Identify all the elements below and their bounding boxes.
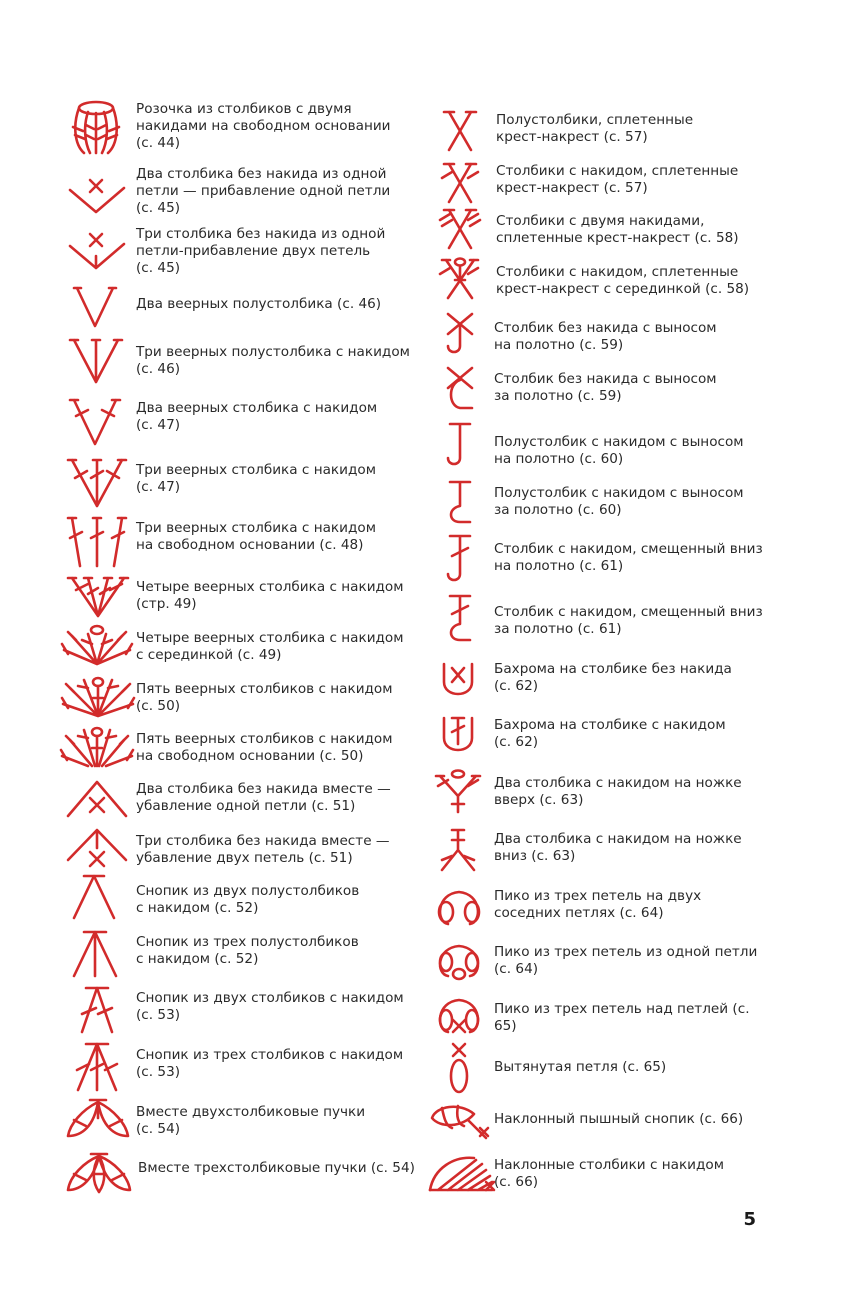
legend-text: Пико из трех петель из одной петли (с. 64) [494,944,758,977]
legend-text: Наклонный пышный снопик (с. 66) [494,1111,744,1127]
crossed-dc-icon [440,160,480,206]
three-dc-puff-icon [64,1150,134,1196]
legend-text: Три веерных полустолбика с накидом (с. 46) [136,344,410,377]
fpdc-low-icon [442,532,476,586]
legend-text: Два столбика с накидом на ножке вниз (с. 63) [494,831,742,864]
crossed-dc-center-icon [438,256,482,302]
four-dc-fan-center-icon [60,624,134,668]
legend-text: Наклонные столбики с накидом (с. 66) [494,1157,724,1190]
dc2-cluster-icon [76,984,118,1036]
legend-text: Три веерных столбика с накидом (с. 47) [136,462,376,495]
legend-text: Розочка из столбиков с двумя накидами на свободном основании (с. 44) [136,101,391,151]
picot-over-loop-icon [434,994,484,1038]
legend-text: Столбики с накидом, сплетенные крест-накрест (с. 57) [496,163,739,196]
crossed-tr-icon [438,206,482,252]
legend-text: Столбик с накидом, смещенный вниз за полотно (с. 61) [494,604,763,637]
four-dc-fan-icon [64,574,132,620]
legend-text: Три веерных столбика с накидом на свободном основании (с. 48) [136,520,376,553]
slanted-puff-icon [428,1098,492,1144]
legend-text: Столбики с накидом, сплетенные крест-накрест с серединкой (с. 58) [496,264,750,297]
legend-text: Бахрома на столбике с накидом (с. 62) [494,717,726,750]
sc3tog-icon [66,826,128,870]
legend-text: Полустолбик с накидом с выносом на полотно (с. 60) [494,434,744,467]
hdc2-cluster-icon [70,872,118,922]
fphdc-icon [442,420,476,470]
legend-text: Бахрома на столбике без накида (с. 62) [494,661,732,694]
bphdc-icon [442,478,476,528]
legend-text: Четыре веерных столбика с накидом с серединкой (с. 49) [136,630,404,663]
five-dc-fan-free-base-icon [58,726,136,770]
picot-one-loop-icon [434,940,484,982]
rose-puff-icon [68,99,124,157]
legend-text: Снопик из трех полустолбиков с накидом (с. 52) [136,934,359,967]
legend-text: Снопик из двух полустолбиков с накидом (с. 52) [136,883,360,916]
legend-text: Два веерных столбика с накидом (с. 47) [136,400,378,433]
fringe-dc-icon [440,714,476,756]
sc-increase-two-icon [68,230,128,272]
dc-stem-up-icon [432,768,484,816]
three-hdc-fan-icon [68,336,124,386]
legend-text: Три столбика без накида из одной петли-прибавление двух петель (с. 45) [136,226,386,276]
legend-text: Четыре веерных столбика с накидом (стр. 49) [136,579,404,612]
legend-text: Полустолбик с накидом с выносом за полотно (с. 60) [494,485,744,518]
legend-text: Столбик без накида с выносом на полотно (с. 59) [494,320,717,353]
legend-text: Два столбика без накида из одной петли — прибавление одной петли (с. 45) [136,166,391,216]
page-number: 5 [743,1209,756,1230]
three-dc-fan-icon [66,456,128,510]
legend-text: Три столбика без накида вместе — убавление двух петель (с. 51) [136,833,390,866]
three-dc-fan-free-base-icon [66,514,130,570]
dc-stem-down-icon [436,826,480,874]
legend-text: Вместе двухстолбиковые пучки (с. 54) [136,1104,366,1137]
picot-two-loops-icon [434,886,484,928]
dc3-cluster-icon [72,1040,122,1094]
elongated-loop-icon [444,1040,474,1096]
hdc3-cluster-icon [70,928,120,980]
two-dc-fan-icon [68,396,122,448]
legend-text: Пико из трех петель на двух соседних петлях (с. 64) [494,888,702,921]
crossed-hdc-icon [440,108,480,154]
legend-text: Вместе трехстолбиковые пучки (с. 54) [138,1160,415,1176]
legend-text: Столбик с накидом, смещенный вниз на полотно (с. 61) [494,541,763,574]
fringe-sc-icon [440,660,476,700]
legend-text: Столбик без накида с выносом за полотно (с. 59) [494,371,717,404]
two-hdc-fan-icon [72,284,118,330]
legend-text: Столбики с двумя накидами, сплетенные крест-накрест (с. 58) [496,213,739,246]
five-dc-fan-icon [60,676,136,720]
sc-increase-one-icon [68,176,128,216]
fpsc-icon [442,310,478,358]
legend-text: Полустолбики, сплетенные крест-накрест (с. 57) [496,112,694,145]
legend-text: Пико из трех петель над петлей (с. 65) [494,1001,750,1034]
legend-text: Пять веерных столбиков с накидом (с. 50) [136,681,393,714]
two-dc-puff-icon [64,1096,132,1140]
legend-text: Вытянутая петля (с. 65) [494,1059,667,1075]
legend-text: Два столбика без накида вместе — убавление одной петли (с. 51) [136,781,391,814]
legend-text: Снопик из двух столбиков с накидом (с. 53) [136,990,404,1023]
legend-text: Снопик из трех столбиков с накидом (с. 53) [136,1047,404,1080]
bpsc-icon [442,364,478,414]
legend-text: Два столбика с накидом на ножке вверх (с. 63) [494,775,742,808]
legend-text: Два веерных полустолбика (с. 46) [136,296,382,312]
slanted-dc-icon [424,1152,496,1196]
sc2tog-icon [66,778,128,820]
legend-text: Пять веерных столбиков с накидом на свободном основании (с. 50) [136,731,393,764]
bpdc-low-icon [442,592,476,646]
